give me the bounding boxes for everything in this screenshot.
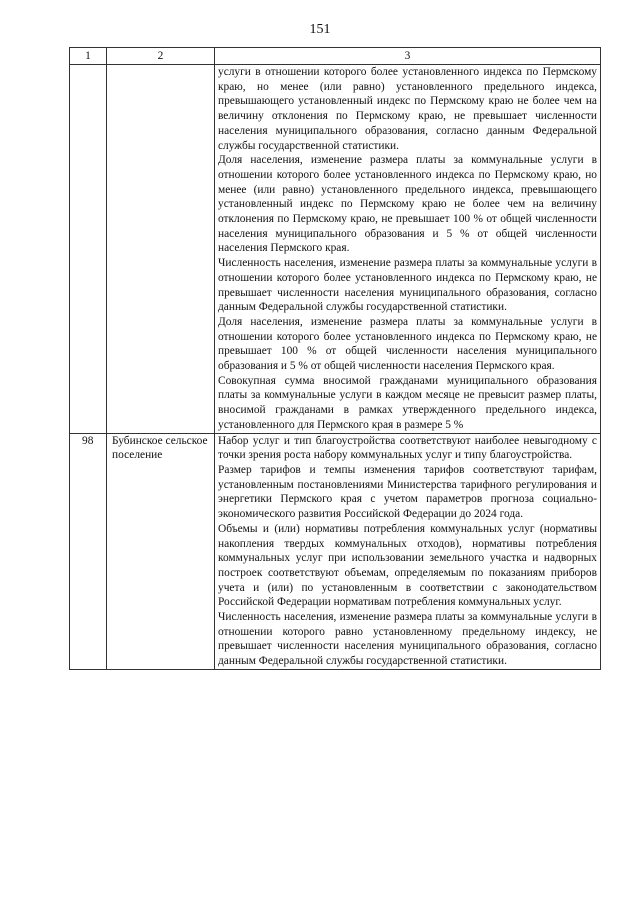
content-cell — [215, 65, 601, 434]
paragraph: Размер тарифов и темпы изменения тарифов соответствуют тарифам, установленным постановлениями Министерства тарифного регулирования и энергетики Пермского края с учетом параметров прогноза социально-экономического развития Российской Федерации до 2024 года. — [218, 463, 597, 521]
paragraph: Объемы и (или) нормативы потребления коммунальных услуг (нормативы накопления твердых коммунальных отходов), нормативы потребления коммунальных услуг при использовании земельного участка и надворных построек соответствуют объемам, определяемым по показаниям приборов учета и (или) по установленным в соответствии с законодательством Российской Федерации нормативам потребления коммунальных услуг. — [218, 522, 597, 609]
paragraph: Набор услуг и тип благоустройства соответствуют наиболее невыгодному с точки зрения роста набору коммунальных услуг и типу благоустройства. — [218, 434, 597, 462]
paragraph: Численность населения, изменение размера платы за коммунальные услуги в отношении которого равно установленному предельному индексу, не превышает численности населения муниципального образования, согласно данным Федеральной службы государственной статистики. — [218, 611, 597, 668]
header-col-1: 1 — [70, 48, 107, 65]
municipality-name: Бубинское сельское поселение — [107, 433, 215, 669]
header-col-3: 3 — [215, 48, 601, 65]
page-number: 151 — [309, 22, 331, 37]
content-cell — [215, 433, 601, 669]
row-number: 98 — [70, 433, 107, 669]
table-row — [70, 433, 601, 669]
paragraph: Совокупная сумма вносимой гражданами муниципального образования платы за коммунальные услуги в каждом месяце не превысит размер платы, вносимой гражданами в рамках утвержденного предельного индекса, установленного для Пермского края в размере 5 % — [218, 374, 597, 431]
paragraph: Доля населения, изменение размера платы за коммунальные услуги в отношении которого более установленного индекса по Пермскому краю, не превышает 100 % от общей численности населения муниципального образования и 5 % от общей численности населения Пермского края. — [218, 315, 597, 373]
row-number — [70, 65, 107, 434]
table-row — [70, 65, 601, 434]
paragraph: Доля населения, изменение размера платы за коммунальные услуги в отношении которого более установленного индекса по Пермскому краю, но менее (или равно) установленного предельного индекса, превышающего установленный индекс по Пермскому краю не более чем на величину отклонения по Пермскому краю, не превышает 100 % от общей численности населения муниципального образования и 5 % от общей численности населения Пермского края. — [218, 154, 597, 255]
document-table — [69, 47, 601, 670]
header-col-2: 2 — [107, 48, 215, 65]
table-header-row — [70, 48, 601, 65]
municipality-name — [107, 65, 215, 434]
paragraph: Численность населения, изменение размера платы за коммунальные услуги в отношении которого более установленного индекса по Пермскому краю, не превышает численности населения муниципального образования, согласно данным Федеральной службы государственной статистики. — [218, 257, 597, 314]
paragraph: услуги в отношении которого более установленного индекса по Пермскому краю, но менее (или равно) установленного предельного индекса, превышающего установленный индекс по Пермскому краю не более чем на величину отклонения по Пермскому краю, не превышает численности населения муниципального образования, согласно данным Федеральной службы государственной статистики. — [218, 66, 597, 152]
